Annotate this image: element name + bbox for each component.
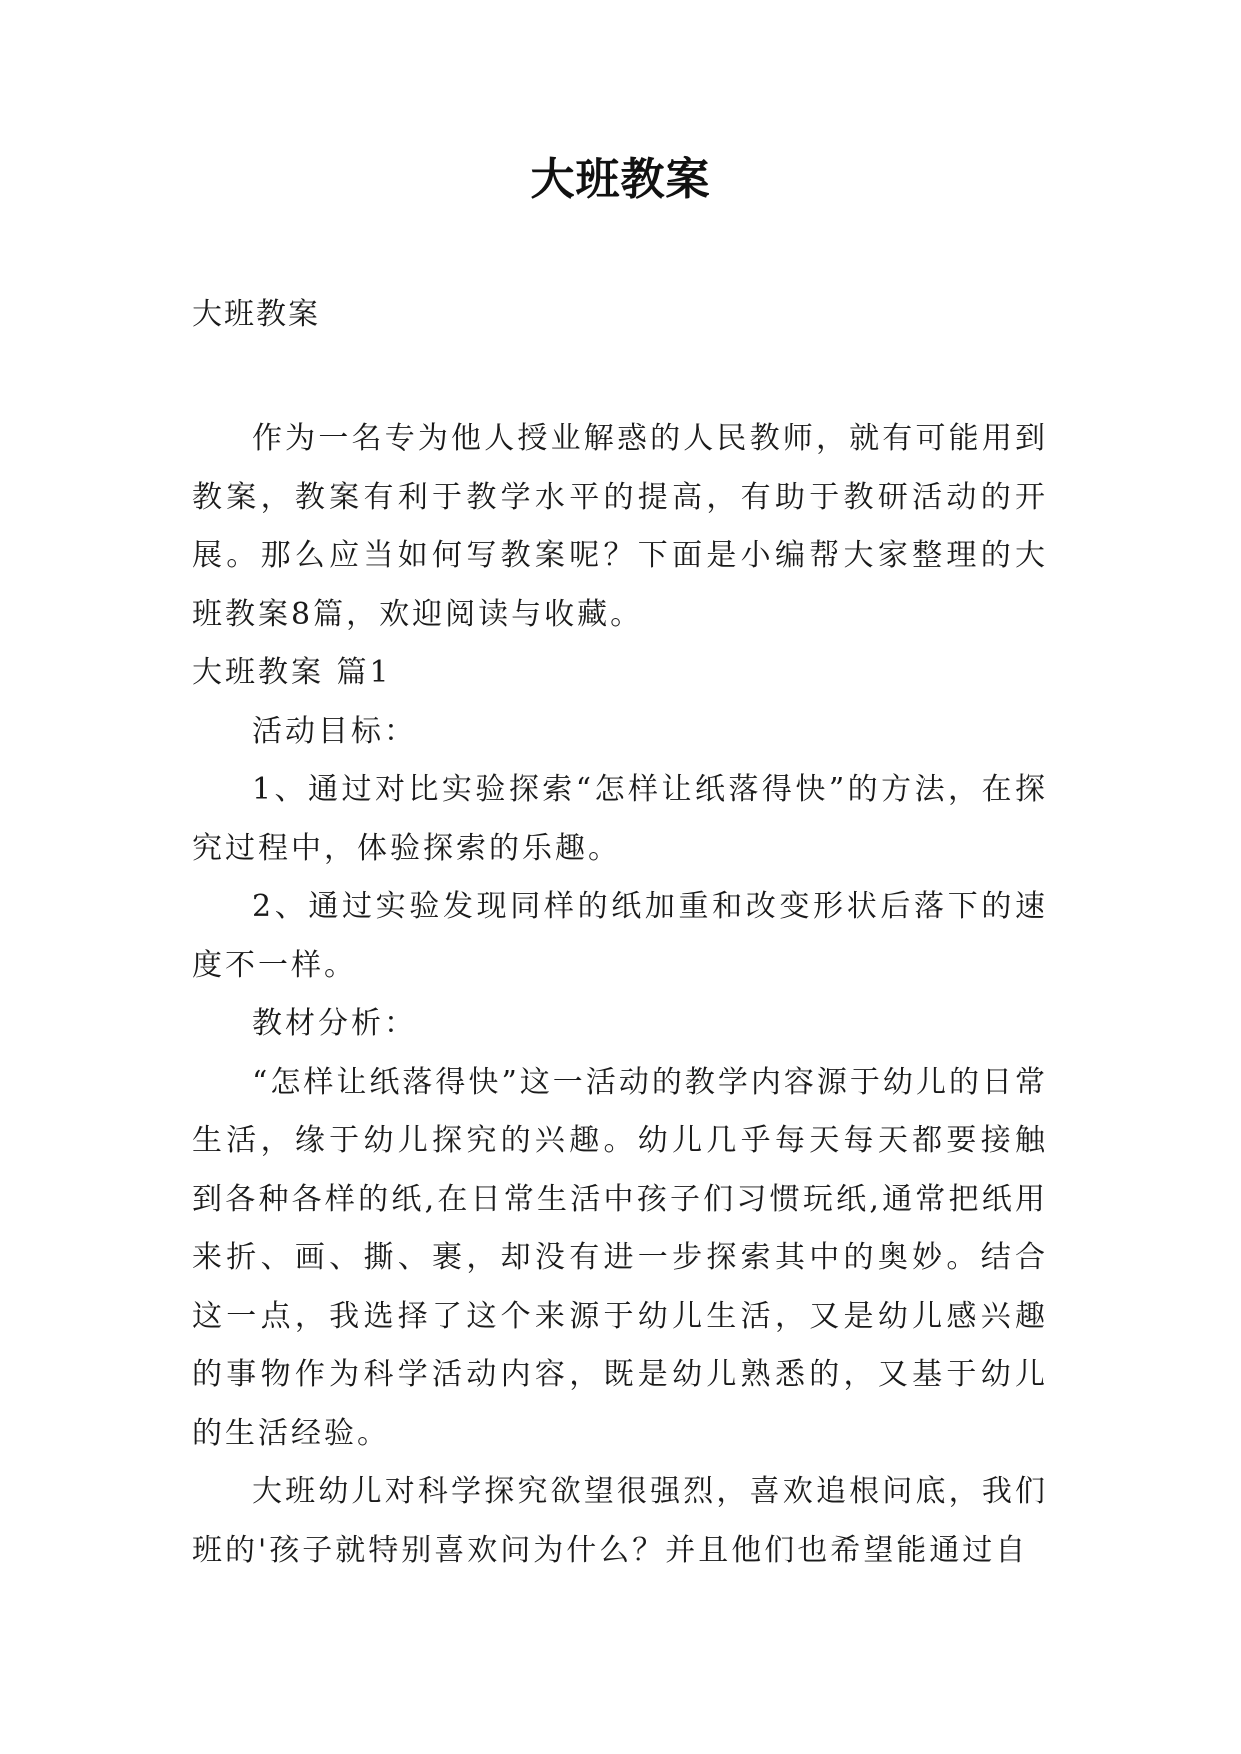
document-title: 大班教案 bbox=[530, 154, 711, 205]
paragraph-analysis: “怎样让纸落得快”这一活动的教学内容源于幼儿的日常生活，缘于幼儿探究的兴趣。幼儿几乎每天每天都要接触到各种各样的纸,在日常生活中孩子们习惯玩纸,通常把纸用来折、画、撕、裹，却没有进一步探索其中的奥妙。结合这一点，我选择了这个来源于幼儿生活，又是幼儿感兴趣的事物作为科学活动内容，既是幼儿熟悉的，又基于幼儿的生活经验。 bbox=[192, 1064, 1048, 1451]
paragraph-children: 大班幼儿对科学探究欲望很强烈，喜欢追根问底，我们班的'孩子就特别喜欢问为什么？并且他们也希望能通过自 bbox=[192, 1474, 1048, 1568]
paragraph-heading-goals: 活动目标： bbox=[252, 713, 417, 749]
paragraph-goal-2: 2、通过实验发现同样的纸加重和改变形状后落下的速度不一样。 bbox=[192, 889, 1048, 983]
paragraph-intro: 作为一名专为他人授业解惑的人民教师，就有可能用到教案，教案有利于教学水平的提高，有助于教研活动的开展。那么应当如何写教案呢？下面是小编帮大家整理的大班教案8篇，欢迎阅读与收藏。 bbox=[192, 421, 1048, 632]
paragraph-goal-1: 1、通过对比实验探索“怎样让纸落得快”的方法，在探究过程中，体验探索的乐趣。 bbox=[192, 772, 1048, 866]
paragraph-heading-analysis: 教材分析： bbox=[252, 1006, 417, 1041]
section-heading: 大班教案 篇1 bbox=[192, 655, 392, 690]
document-subtitle: 大班教案 bbox=[192, 297, 320, 332]
document-body bbox=[192, 410, 1048, 1580]
